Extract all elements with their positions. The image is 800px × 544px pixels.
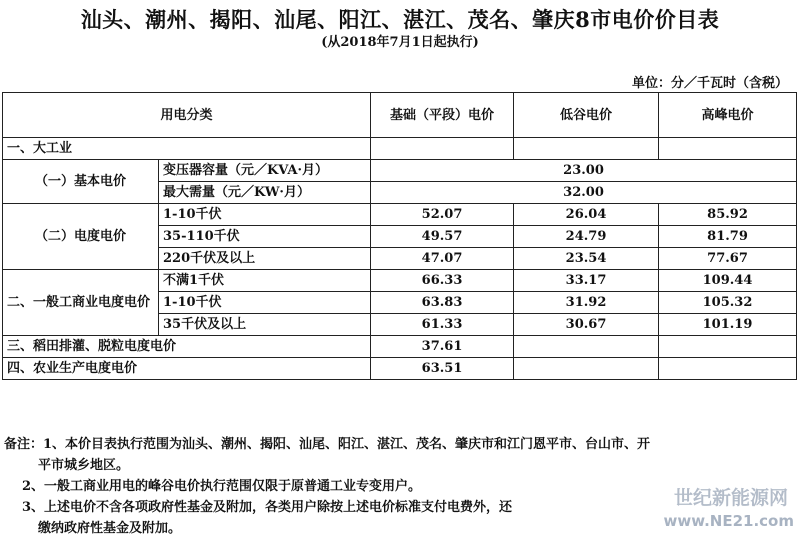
peak-price-cell: 81.79: [659, 226, 797, 248]
group-general-commercial: 二、一般工商业电度电价: [3, 270, 159, 336]
price-table: [2, 92, 797, 380]
row-label: 220千伏及以上: [159, 248, 371, 270]
table-row: [3, 160, 797, 182]
row-label: 1-10千伏: [159, 204, 371, 226]
header-category: 用电分类: [3, 93, 371, 138]
valley-price-cell: 30.67: [514, 314, 659, 336]
base-price-cell: 37.61: [371, 336, 514, 358]
row-label-agriculture: 四、农业生产电度电价: [3, 358, 371, 380]
base-price-cell: 63.51: [371, 358, 514, 380]
max-demand-value: 32.00: [371, 182, 797, 204]
note-2: 2、一般工商业用电的峰谷电价执行范围仅限于原普通工业专变用户。: [22, 479, 422, 494]
header-base-price: 基础（平段）电价: [371, 93, 514, 138]
page-title: 汕头、潮州、揭阳、汕尾、阳江、湛江、茂名、肇庆8市电价价目表: [80, 7, 720, 32]
base-price-cell: 66.33: [371, 270, 514, 292]
watermark-logo-text: 世纪新能源网: [673, 487, 788, 509]
table-row: [3, 204, 797, 226]
row-label-max-demand: 最大需量（元／KW·月）: [159, 182, 371, 204]
group-energy-price: （二）电度电价: [3, 204, 159, 270]
base-price-cell: 47.07: [371, 248, 514, 270]
peak-price-cell: 77.67: [659, 248, 797, 270]
base-price-cell: 52.07: [371, 204, 514, 226]
watermark-url: www.NE21.com: [663, 512, 794, 530]
base-price-cell: 61.33: [371, 314, 514, 336]
table-row: [3, 336, 797, 358]
valley-price-cell: 31.92: [514, 292, 659, 314]
row-label-irrigation: 三、稻田排灌、脱粒电度电价: [3, 336, 371, 358]
valley-price-cell: 23.54: [514, 248, 659, 270]
row-label-large-industry: 一、大工业: [3, 138, 371, 160]
peak-price-cell: 101.19: [659, 314, 797, 336]
unit-label: 单位：分／千瓦时（含税）: [631, 76, 788, 91]
note-1-continued: 平市城乡地区。: [38, 458, 130, 473]
row-label: 不满1千伏: [159, 270, 371, 292]
table-row: [3, 270, 797, 292]
table-header-row: [3, 93, 797, 138]
valley-price-cell: 33.17: [514, 270, 659, 292]
base-price-cell: 49.57: [371, 226, 514, 248]
base-price-cell: 63.83: [371, 292, 514, 314]
row-label: 35千伏及以上: [159, 314, 371, 336]
valley-price-cell: 24.79: [514, 226, 659, 248]
peak-price-cell: 105.32: [659, 292, 797, 314]
header-peak-price: 高峰电价: [659, 93, 797, 138]
header-valley-price: 低谷电价: [514, 93, 659, 138]
valley-price-cell: 26.04: [514, 204, 659, 226]
transformer-capacity-value: 23.00: [371, 160, 797, 182]
effective-date: (从2018年7月1日起执行): [321, 35, 479, 50]
note-1: 备注：1、本价目表执行范围为汕头、潮州、揭阳、汕尾、阳江、湛江、茂名、肇庆市和江门恩平市、台山市、开: [4, 437, 651, 452]
group-basic-price: （一）基本电价: [3, 160, 159, 204]
row-label: 1-10千伏: [159, 292, 371, 314]
row-label: 35-110千伏: [159, 226, 371, 248]
row-label-transformer-capacity: 变压器容量（元／KVA·月）: [159, 160, 371, 182]
table-row: [3, 138, 797, 160]
peak-price-cell: 109.44: [659, 270, 797, 292]
note-3-continued: 缴纳政府性基金及附加。: [38, 521, 182, 536]
peak-price-cell: 85.92: [659, 204, 797, 226]
note-3: 3、上述电价不含各项政府性基金及附加，各类用户除按上述电价标准支付电费外，还: [22, 500, 513, 515]
table-row: [3, 358, 797, 380]
